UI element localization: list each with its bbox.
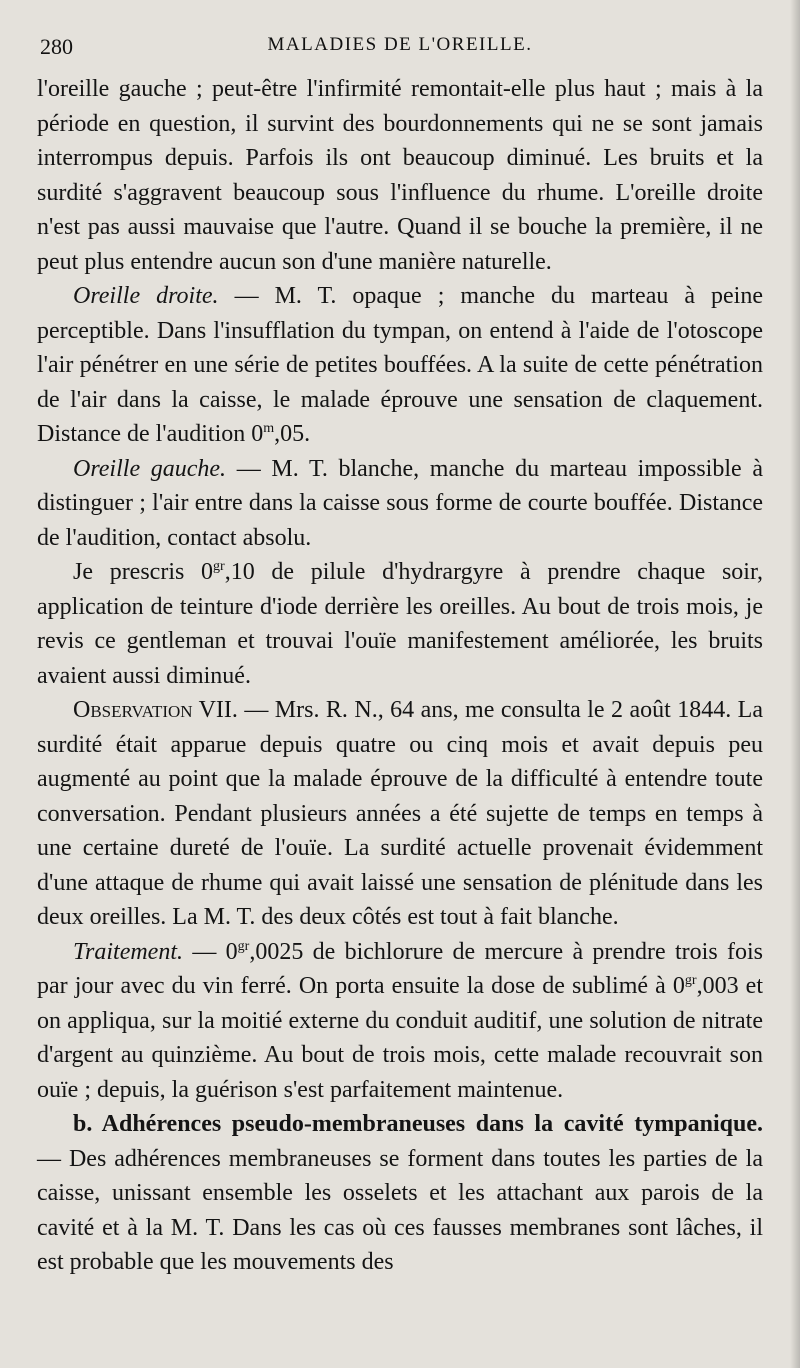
paragraph-continuation: l'oreille gauche ; peut-être l'infirmité remontait-elle plus haut ; mais à la période en question, il survint des bourdonnements qui ne se sont jamais interrompus depuis. Parfois ils ont beaucoup diminué. Les bruits et la surdité s'aggravent beaucoup sous l'influence du rhume. L'oreille droite n'est pas aussi mauvaise que l'autre. Quand il se bouche la première, il ne peut plus entendre aucun son d'une manière naturelle.: [37, 76, 763, 275]
oreille-droite-end: ,05.: [274, 421, 311, 447]
page-header: [40, 30, 760, 60]
page-number: 280: [40, 34, 73, 59]
unit-gramme-1: gr: [237, 938, 250, 954]
page-edge-shadow: [790, 0, 800, 1368]
unit-gramme: gr: [213, 559, 225, 574]
oreille-gauche-text: — M. T. blanche, manche du marteau impossible à distinguer ; l'air entre dans la caisse sous forme de courte bouffée. Distance de l'audition, contact absolu.: [37, 455, 763, 551]
adherences-text: — Des adhérences membraneuses se forment dans toutes les parties de la caisse, unissant ensemble les osselets et les attachant aux parois de la cavité et à la M. T. Dans les cas où ces fausses membranes sont lâches, il est probable que les mouvements des: [37, 1145, 763, 1275]
paragraph-prescription: [37, 555, 763, 693]
unit-gramme-2: gr: [684, 973, 697, 988]
section-heading: b. Adhérences pseudo-membraneuses dans la cavité tympanique.: [73, 1111, 763, 1137]
prescription-start: Je prescris 0: [73, 559, 214, 585]
running-head: MALADIES DE L'OREILLE.: [267, 34, 533, 55]
traitement-label: Traitement.: [73, 938, 184, 965]
paragraph-traitement: [37, 935, 763, 1108]
body-text: [37, 72, 763, 1280]
unit-metre: m: [263, 421, 275, 436]
prescription-rest: ,10 de pilule d'hydrargyre à prendre chaque soir, application de teinture d'iode derrière les oreilles. Au bout de trois mois, je revis ce gentleman et trouvai l'ouïe manifestement améliorée, les bruits avaient aussi diminué.: [37, 559, 763, 689]
observation-text: — Mrs. R. N., 64 ans, me consulta le 2 août 1844. La surdité était apparue depuis quatre ou cinq mois et avait depuis peu augmenté au point que la malade éprouve de la difficulté à entendre toute conversation. Pendant plusieurs années a été sujette de temps en temps à une certaine dureté de l'ouïe. La surdité actuelle provenait évidemment d'une attaque de rhume qui avait laissé une sensation de plénitude dans les deux oreilles. La M. T. des deux côtés est tout à fait blanche.: [37, 697, 763, 930]
oreille-droite-text: — M. T. opaque ; manche du marteau à peine perceptible. Dans l'insufflation du tympan, on entend à l'aide de l'otoscope l'air pénétrer en une série de petites bouffées. A la suite de cette pénétration de l'air dans la caisse, le malade éprouve une sensation de claquement. Distance de l'audition 0: [37, 283, 763, 447]
traitement-text-2: ,0025 de bichlorure de mercure à prendre trois fois par jour avec du vin ferré. On porta ensuite la dose de sublimé à 0: [37, 938, 764, 999]
paragraph-oreille-droite: [37, 279, 763, 452]
paragraph-observation-vii: [37, 693, 763, 935]
oreille-gauche-label: Oreille gauche.: [73, 455, 227, 482]
traitement-text-1: — 0: [183, 938, 238, 965]
observation-label: Observation VII.: [73, 697, 238, 723]
oreille-droite-label: Oreille droite.: [73, 283, 219, 309]
paragraph-adherences: [37, 1107, 763, 1280]
paragraph-oreille-gauche: [37, 452, 763, 556]
traitement-text-3: ,003 et on appliqua, sur la moitié externe du conduit auditif, une solution de nitrate d'argent au quinzième. Au bout de trois mois, cette malade recouvrait son ouïe ; depuis, la guérison s'est parfaitement maintenue.: [37, 973, 764, 1103]
